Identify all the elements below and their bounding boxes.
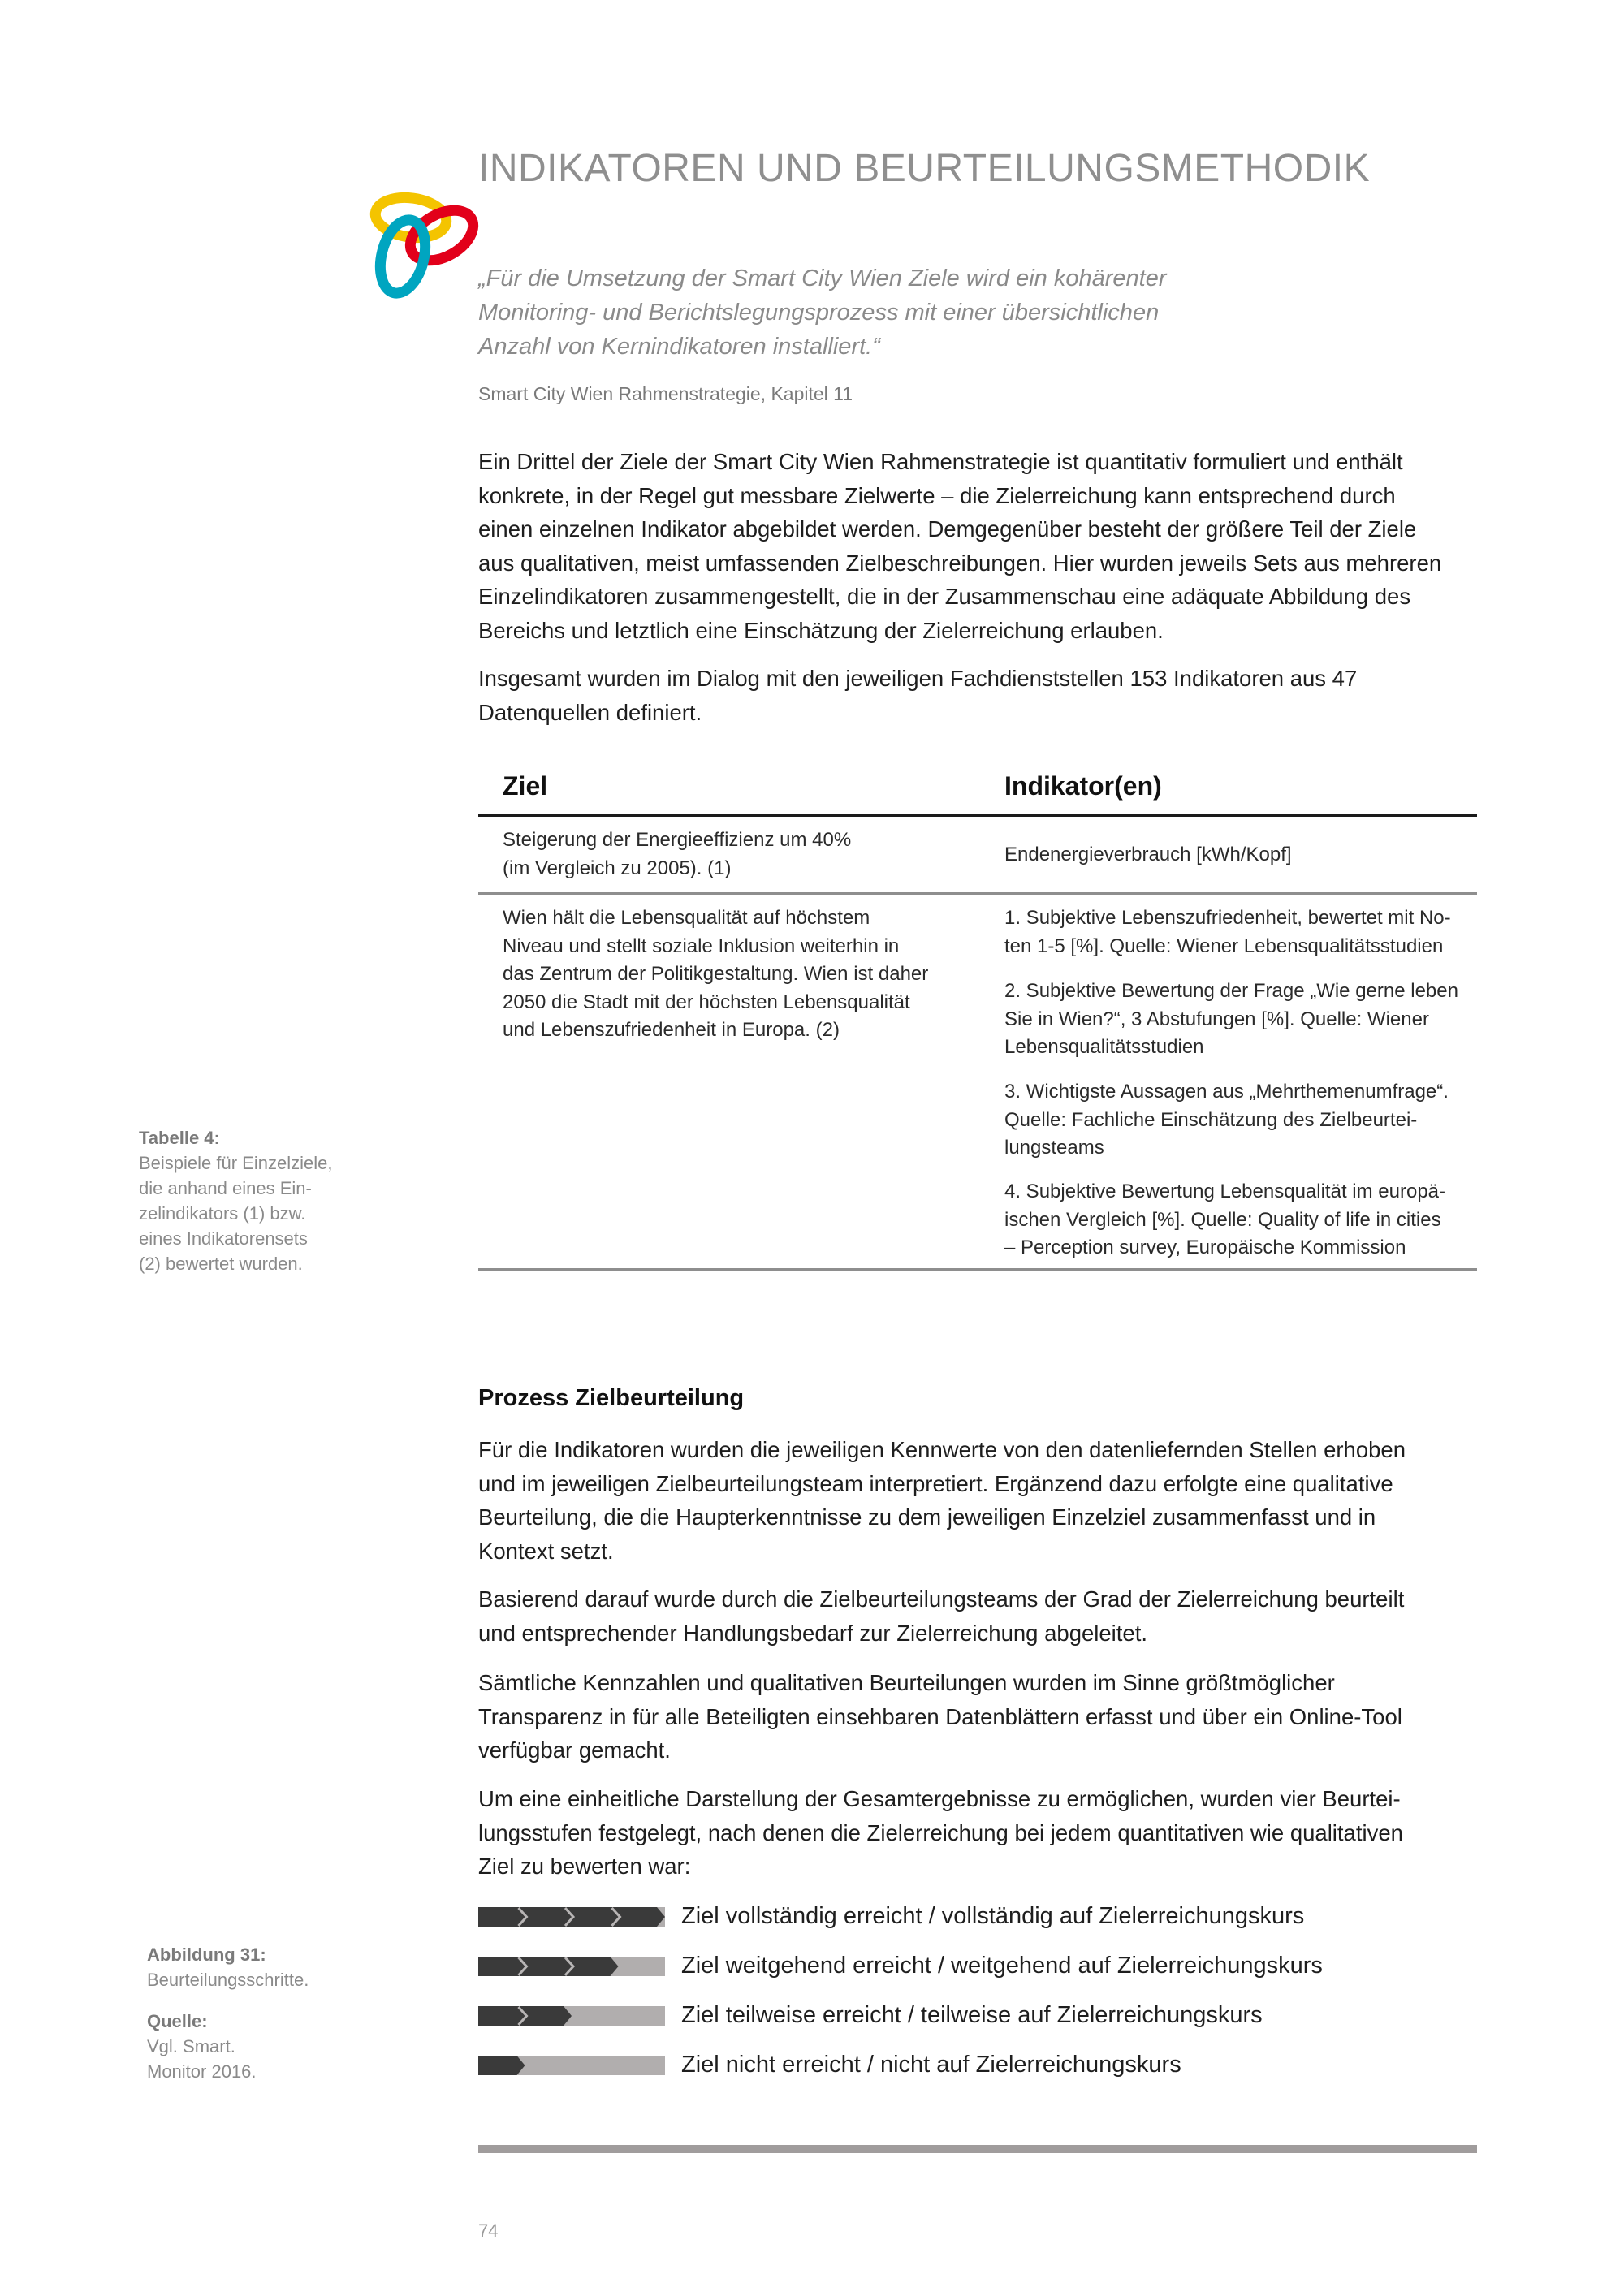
text-line: Wien hält die Lebensqualität auf höchstem	[503, 907, 870, 929]
text-line: Lebensqualitätsstudien	[1004, 1036, 1204, 1058]
text-line: lungsstufen festgelegt, nach denen die Zielerreichung bei jedem quantitativen wie qualitativen	[478, 1819, 1403, 1845]
text-line: aus qualitativen, meist umfassenden Zielbeschreibungen. Hier wurden jeweils Sets aus mehreren	[478, 550, 1442, 576]
text-line: 4. Subjektive Bewertung Lebensqualität im europä-	[1004, 1180, 1445, 1202]
section-heading: Prozess Zielbeurteilung	[478, 1385, 745, 1411]
rating-bar-level-2	[478, 2006, 665, 2026]
text-line: Ein Drittel der Ziele der Smart City Wien Rahmenstrategie ist quantitativ formuliert und enthält	[478, 449, 1403, 474]
text-line: Einzelindikatoren zusammengestellt, die in der Zusammenschau eine adäquate Abbildung des	[478, 584, 1411, 609]
rating-fill	[478, 2056, 525, 2075]
rating-bar-graphic	[478, 1957, 665, 1976]
column-header-ziel: Ziel	[503, 771, 548, 801]
table-header	[478, 771, 1477, 817]
text-line: Niveau und stellt soziale Inklusion weiterhin in	[503, 934, 900, 957]
text-line: 2050 die Stadt mit der höchsten Lebensqualität	[503, 990, 910, 1013]
text-line: – Perception survey, Europäische Kommission	[1004, 1236, 1406, 1258]
text-line: die anhand eines Ein-	[139, 1178, 312, 1198]
section-paragraph	[478, 1782, 1485, 1884]
smart-city-logo	[364, 188, 486, 310]
table-cell-ziel	[503, 904, 982, 1045]
rating-label: Ziel vollständig erreicht / vollständig auf Zielerreichungskurs	[681, 1903, 1305, 1929]
intro-paragraph	[478, 445, 1485, 647]
text-line: ten 1-5 [%]. Quelle: Wiener Lebensqualitätsstudien	[1004, 934, 1444, 957]
text-line: Sämtliche Kennzahlen und qualitativen Beurteilungen wurden im Sinne größtmöglicher	[478, 1670, 1335, 1695]
page-title: INDIKATOREN UND BEURTEILUNGSMETHODIK	[478, 147, 1371, 190]
rating-bar-level-4	[478, 1907, 665, 1927]
table-cell-ziel	[503, 826, 957, 883]
text-line: (2) bewertet wurden.	[139, 1254, 303, 1274]
text-line: Datenquellen definiert.	[478, 699, 702, 725]
text-line: 1. Subjektive Lebenszufriedenheit, bewertet mit No-	[1004, 907, 1451, 929]
intro-quote	[478, 261, 1290, 364]
text-line: ischen Vergleich [%]. Quelle: Quality of life in cities	[1004, 1208, 1441, 1231]
table-cell-indikator	[1004, 904, 1484, 960]
text-line: Um eine einheitliche Darstellung der Gesamtergebnisse zu ermöglichen, wurden vier Beurtei-	[478, 1786, 1401, 1811]
table-caption	[139, 1125, 366, 1276]
table-cell-indikator	[1004, 1078, 1484, 1163]
caption-label: Abbildung 31:	[147, 1944, 266, 1965]
text-line: 2. Subjektive Bewertung der Frage „Wie gerne leben	[1004, 980, 1458, 1002]
bottom-rule	[478, 2145, 1477, 2153]
quote-source: Smart City Wien Rahmenstrategie, Kapitel 11	[478, 383, 853, 404]
rating-bar-graphic	[478, 2006, 665, 2026]
section-paragraph	[478, 1666, 1485, 1767]
rating-label: Ziel weitgehend erreicht / weitgehend auf Zielerreichungskurs	[681, 1953, 1323, 1979]
text-line: und entsprechender Handlungsbedarf zur Zielerreichung abgeleitet.	[478, 1620, 1148, 1646]
rating-fill	[478, 1957, 619, 1976]
table-bottom-rule	[478, 1268, 1477, 1271]
rating-bar-graphic	[478, 1907, 665, 1927]
text-line: 3. Wichtigste Aussagen aus „Mehrthemenumfrage“.	[1004, 1081, 1449, 1103]
text-line: Vgl. Smart.	[147, 2036, 235, 2056]
quote-line: Anzahl von Kernindikatoren installiert.“	[478, 334, 880, 360]
table-cell-indikator	[1004, 1178, 1484, 1262]
quote-line: „Für die Umsetzung der Smart City Wien Ziele wird ein kohärenter	[478, 265, 1167, 291]
text-line: und im jeweiligen Zielbeurteilungsteam interpretiert. Ergänzend dazu erfolgte eine qualitative	[478, 1470, 1393, 1496]
text-line: Sie in Wien?“, 3 Abstufungen [%]. Quelle: Wiener	[1004, 1008, 1429, 1030]
caption-label: Tabelle 4:	[139, 1128, 220, 1148]
text-line: und Lebenszufriedenheit in Europa. (2)	[503, 1019, 840, 1041]
page-number: 74	[478, 2220, 499, 2241]
text-line: das Zentrum der Politikgestaltung. Wien ist daher	[503, 963, 929, 985]
text-line: Quelle: Fachliche Einschätzung des Zielbeurtei-	[1004, 1108, 1418, 1131]
rating-label: Ziel nicht erreicht / nicht auf Zielerreichungskurs	[681, 2052, 1181, 2078]
rating-bar-graphic	[478, 2056, 665, 2075]
quote-line: Monitoring- und Berichtslegungsprozess mit einer übersichtlichen	[478, 300, 1160, 326]
text-line: Monitor 2016.	[147, 2061, 257, 2082]
figure-caption	[147, 1942, 358, 1992]
text-line: Insgesamt wurden im Dialog mit den jeweiligen Fachdienststellen 153 Indikatoren aus 47	[478, 666, 1358, 691]
text-line: zelindikators (1) bzw.	[139, 1203, 306, 1224]
figure-source	[147, 2009, 358, 2084]
text-line: eines Indikatorensets	[139, 1228, 308, 1249]
table-cell-indikator: Endenergieverbrauch [kWh/Kopf]	[1004, 844, 1292, 865]
rating-label: Ziel teilweise erreicht / teilweise auf Zielerreichungskurs	[681, 2002, 1263, 2028]
intro-paragraph	[478, 662, 1485, 729]
text-line: Ziel zu bewerten war:	[478, 1854, 691, 1879]
text-line: (im Vergleich zu 2005). (1)	[503, 857, 732, 879]
rating-bar-level-1	[478, 2056, 665, 2075]
text-line: Kontext setzt.	[478, 1538, 614, 1564]
section-paragraph	[478, 1582, 1485, 1650]
text-line: einen einzelnen Indikator abgebildet werden. Demgegenüber besteht der größere Teil der Ziele	[478, 516, 1417, 542]
section-paragraph	[478, 1433, 1485, 1568]
text-line: Steigerung der Energieeffizienz um 40%	[503, 829, 852, 851]
text-line: Beurteilung, die die Haupterkenntnisse zu dem jeweiligen Einzelziel zusammenfasst und in	[478, 1504, 1376, 1530]
text-line: konkrete, in der Regel gut messbare Zielwerte – die Zielerreichung kann entsprechend durch	[478, 482, 1396, 508]
table-cell-indikator	[1004, 978, 1484, 1062]
table-row-divider	[478, 892, 1477, 895]
text-line: verfügbar gemacht.	[478, 1737, 671, 1763]
text-line: Für die Indikatoren wurden die jeweiligen Kennwerte von den datenliefernden Stellen erhoben	[478, 1437, 1406, 1462]
text-line: Beispiele für Einzelziele,	[139, 1153, 333, 1173]
rating-bar-level-3	[478, 1957, 665, 1976]
column-header-indikatoren: Indikator(en)	[1004, 771, 1162, 801]
text-line: lungsteams	[1004, 1137, 1104, 1159]
text-line: Bereichs und letztlich eine Einschätzung der Zielerreichung erlauben.	[478, 617, 1164, 643]
text-line: Transparenz in für alle Beteiligten einsehbaren Datenblättern erfasst und über ein Online-Tool	[478, 1703, 1402, 1729]
caption-label: Quelle:	[147, 2011, 208, 2031]
text-line: Beurteilungsschritte.	[147, 1970, 309, 1990]
text-line: Basierend darauf wurde durch die Zielbeurteilungsteams der Grad der Zielerreichung beurteilt	[478, 1586, 1405, 1612]
